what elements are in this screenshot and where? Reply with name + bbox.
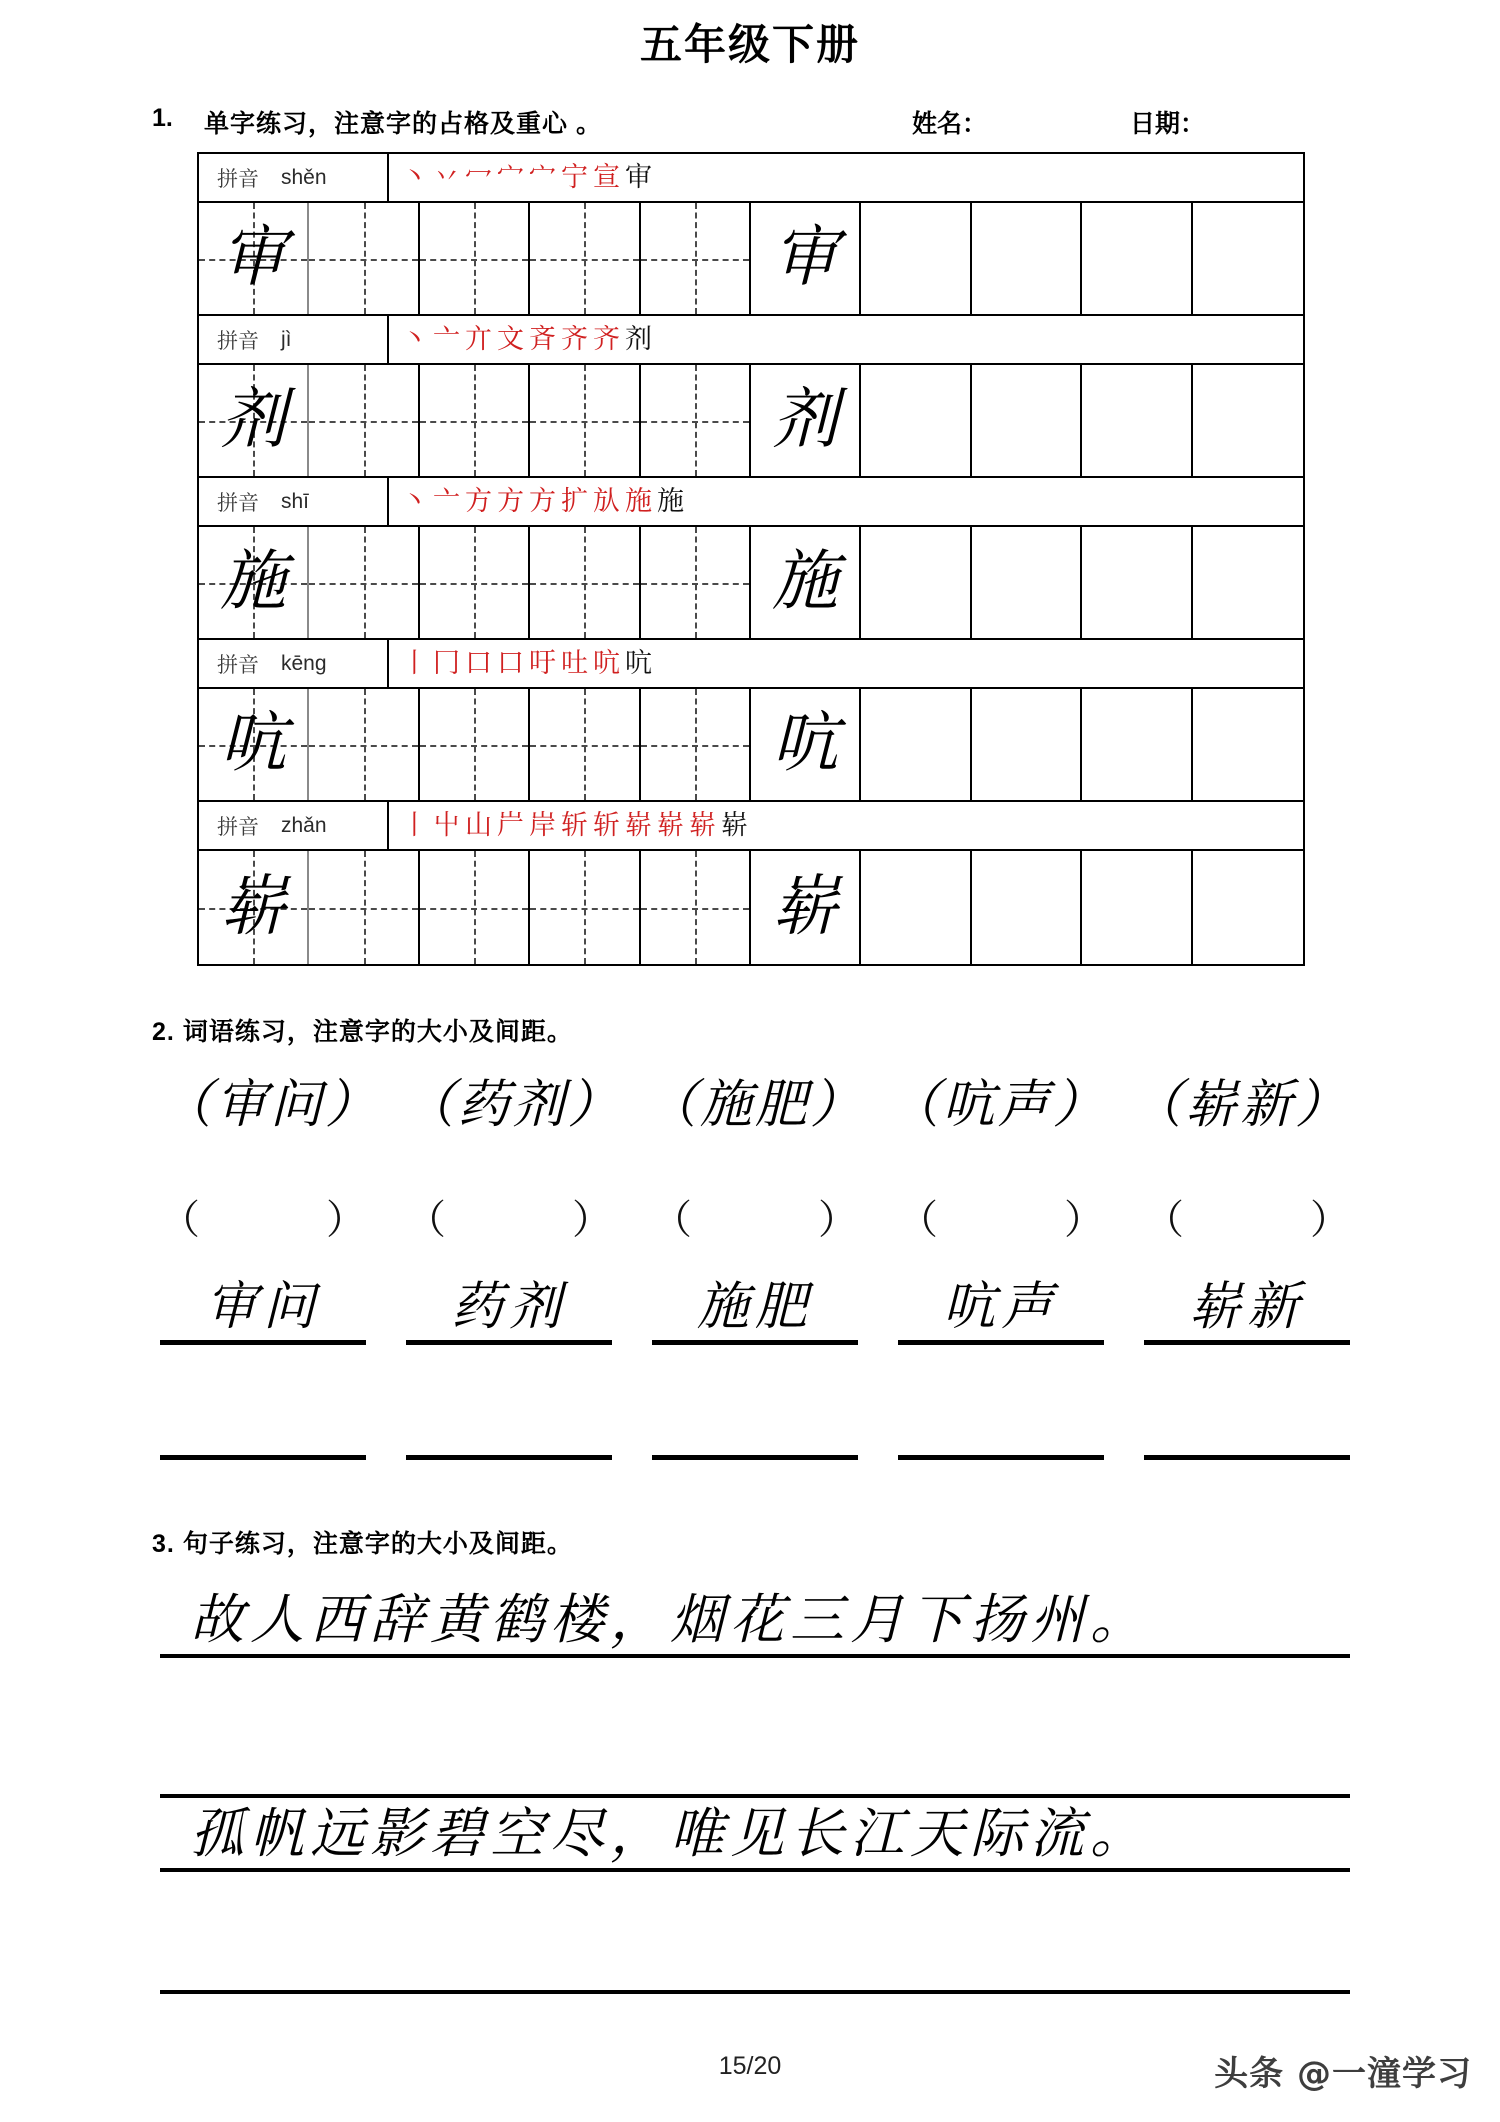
stroke-step: 丶 [401, 324, 428, 355]
pinyin-value: shěn [281, 165, 327, 189]
section-3-instruction: 句子练习，注意字的大小及间距。 [182, 1530, 573, 1558]
stroke-step: 丨 [401, 810, 428, 841]
writing-cell[interactable] [972, 689, 1082, 800]
stroke-step: 口 [497, 648, 524, 679]
word-with-parens: （审问） [160, 1075, 381, 1135]
writing-cell[interactable] [530, 851, 640, 964]
sentence-line-2 [160, 1800, 1350, 1872]
stroke-step: 吁 [529, 648, 556, 679]
stroke-step: 齐 [593, 324, 620, 355]
paren-open: （ [898, 1197, 938, 1243]
writing-cell[interactable] [751, 527, 861, 638]
writing-cell[interactable] [861, 365, 971, 476]
pinyin-cell [199, 154, 389, 201]
word-practice-rule[interactable] [898, 1455, 1104, 1460]
pinyin-cell [199, 640, 389, 687]
paren-open: （ [160, 1197, 200, 1243]
stroke-step: 屮 [433, 810, 460, 841]
model-character: 崭 [220, 867, 287, 945]
writing-cell-row [199, 365, 1303, 478]
writing-cell[interactable] [1193, 851, 1303, 964]
empty-paren-slot[interactable] [160, 1188, 366, 1245]
stroke-step: 冂 [433, 648, 460, 679]
stroke-step: 斉 [529, 324, 556, 355]
writing-cell[interactable] [641, 203, 751, 314]
writing-cell[interactable] [1193, 527, 1303, 638]
writing-cell-row [199, 203, 1303, 316]
writing-cell[interactable] [420, 365, 530, 476]
pinyin-label: 拼音 [217, 653, 259, 677]
stroke-order-sequence [389, 478, 1303, 525]
writing-cell[interactable] [1082, 365, 1192, 476]
word-practice-blank-lines [160, 1455, 1350, 1460]
pinyin-cell [199, 802, 389, 849]
stroke-step: 宣 [593, 162, 620, 193]
paren-close: ） [1064, 1197, 1104, 1243]
writing-cell[interactable] [309, 527, 419, 638]
paren-open: （ [652, 1197, 692, 1243]
page-title: 五年级下册 [639, 20, 860, 69]
writing-cell[interactable] [199, 527, 309, 638]
stroke-step: 亠 [433, 486, 460, 517]
pinyin-label: 拼音 [217, 329, 259, 353]
stroke-step: 宀 [497, 162, 524, 193]
writing-cell[interactable] [861, 689, 971, 800]
section-2-header [152, 1012, 573, 1048]
stroke-order-sequence [389, 640, 1303, 687]
writing-cell[interactable] [530, 527, 640, 638]
section-2-instruction: 词语练习，注意字的大小及间距。 [182, 1018, 573, 1046]
stroke-step: 丶 [401, 486, 428, 517]
writing-cell-row [199, 689, 1303, 802]
writing-cell[interactable] [530, 365, 640, 476]
underlined-word [160, 1278, 366, 1345]
empty-paren-slot[interactable] [1144, 1188, 1350, 1245]
writing-cell[interactable] [1082, 851, 1192, 964]
pinyin-value: shī [281, 489, 310, 513]
sentence-blank-rule-1 [160, 1794, 1350, 1798]
writing-cell[interactable] [972, 203, 1082, 314]
section-2-number: 2. [152, 1018, 175, 1046]
stroke-step: 崭 [689, 810, 716, 841]
sentence-rule [160, 1868, 1350, 1872]
word-practice-rule[interactable] [1144, 1455, 1350, 1460]
section-1-instruction: 单字练习，注意字的占格及重心 。 [204, 110, 602, 138]
writing-cell[interactable] [309, 203, 419, 314]
underlined-word [406, 1278, 612, 1345]
stroke-step: 施 [625, 486, 652, 517]
stroke-order-sequence [389, 154, 1303, 201]
pinyin-label: 拼音 [217, 167, 259, 191]
model-character: 吭 [220, 704, 287, 782]
pinyin-label: 拼音 [217, 491, 259, 515]
writing-cell[interactable] [861, 203, 971, 314]
stroke-step: 方 [465, 486, 492, 517]
stroke-step: 岸 [529, 810, 556, 841]
word-rule [898, 1340, 1104, 1345]
pinyin-stroke-band [199, 640, 1303, 689]
writing-cell[interactable] [1082, 527, 1192, 638]
writing-cell[interactable] [420, 527, 530, 638]
stroke-step: 崭 [721, 810, 748, 841]
practice-row [199, 802, 1303, 964]
pinyin-stroke-band [199, 802, 1303, 851]
stroke-step: 崭 [625, 810, 652, 841]
section-1-number: 1. [152, 104, 173, 132]
stroke-step: 宁 [561, 162, 588, 193]
word-with-parens: （吭声） [887, 1075, 1108, 1135]
stroke-step: 丶 [401, 162, 428, 193]
stroke-step: 方 [497, 486, 524, 517]
stroke-step: 屵 [497, 810, 524, 841]
writing-cell[interactable] [641, 689, 751, 800]
model-character: 审 [220, 218, 287, 296]
model-character: 崭 [772, 867, 839, 945]
word-practice-rule[interactable] [160, 1455, 366, 1460]
stroke-step: 崭 [657, 810, 684, 841]
stroke-order-sequence [389, 802, 1303, 849]
writing-cell[interactable] [972, 365, 1082, 476]
writing-cell[interactable] [530, 203, 640, 314]
writing-cell[interactable] [199, 689, 309, 800]
stroke-step: 斩 [561, 810, 588, 841]
paren-close: ） [818, 1197, 858, 1243]
name-field-label: 姓名： [912, 110, 988, 138]
pinyin-value: jì [281, 327, 292, 351]
writing-cell-row [199, 527, 1303, 640]
word-row-with-parens [160, 1062, 1350, 1137]
writing-cell[interactable] [1082, 203, 1192, 314]
character-practice-table [197, 152, 1305, 966]
word-rule [1144, 1340, 1350, 1345]
stroke-step: 扩 [561, 486, 588, 517]
underlined-word [898, 1278, 1104, 1345]
stroke-step: 丨 [401, 648, 428, 679]
sentence-blank-rule-2 [160, 1990, 1350, 1994]
stroke-step: 吐 [561, 648, 588, 679]
underlined-word-text: 药剂 [450, 1277, 567, 1337]
writing-cell[interactable] [861, 527, 971, 638]
writing-cell[interactable] [972, 851, 1082, 964]
model-character: 施 [772, 542, 839, 620]
model-character: 剂 [772, 380, 839, 458]
empty-paren-slot[interactable] [652, 1188, 858, 1245]
stroke-step: 审 [625, 162, 652, 193]
stroke-step: 冖 [465, 162, 492, 193]
practice-row [199, 478, 1303, 640]
writing-cell[interactable] [309, 851, 419, 964]
word-practice-rule[interactable] [652, 1455, 858, 1460]
stroke-step: 斩 [593, 810, 620, 841]
word-rule [652, 1340, 858, 1345]
stroke-step: 吭 [625, 648, 652, 679]
stroke-step: 吭 [593, 648, 620, 679]
underlined-word-text: 崭新 [1188, 1277, 1305, 1337]
writing-cell[interactable] [199, 203, 309, 314]
practice-row [199, 316, 1303, 478]
paren-close: ） [326, 1197, 366, 1243]
underlined-word [652, 1278, 858, 1345]
pinyin-value: kēng [281, 651, 327, 675]
writing-cell[interactable] [641, 527, 751, 638]
writing-cell[interactable] [972, 527, 1082, 638]
word-rule [406, 1340, 612, 1345]
sentence-line-1 [160, 1586, 1350, 1658]
section-3-header [152, 1524, 573, 1560]
sentence-text: 故人西辞黄鹤楼，烟花三月下扬州。 [190, 1588, 1150, 1651]
writing-cell[interactable] [309, 689, 419, 800]
writing-cell[interactable] [420, 689, 530, 800]
stroke-step: 齐 [561, 324, 588, 355]
word-with-parens: （施肥） [644, 1075, 865, 1135]
writing-cell[interactable] [1193, 365, 1303, 476]
writing-cell[interactable] [751, 689, 861, 800]
writing-cell[interactable] [1082, 689, 1192, 800]
model-character: 审 [772, 218, 839, 296]
writing-cell[interactable] [751, 851, 861, 964]
word-rule [160, 1340, 366, 1345]
stroke-step: 山 [465, 810, 492, 841]
date-field-label: 日期： [1130, 110, 1206, 138]
word-with-parens: （药剂） [402, 1075, 623, 1135]
paren-close: ） [572, 1197, 612, 1243]
practice-row [199, 154, 1303, 316]
writing-cell[interactable] [530, 689, 640, 800]
page-number: 15/20 [718, 2052, 782, 2080]
practice-row [199, 640, 1303, 802]
paren-open: （ [1144, 1197, 1184, 1243]
writing-cell[interactable] [1193, 689, 1303, 800]
model-character: 施 [220, 542, 287, 620]
model-character: 剂 [220, 380, 287, 458]
writing-cell[interactable] [199, 365, 309, 476]
writing-cell[interactable] [751, 203, 861, 314]
word-with-parens: （崭新） [1129, 1075, 1350, 1135]
empty-paren-slot[interactable] [898, 1188, 1104, 1245]
stroke-step: 方 [529, 486, 556, 517]
stroke-step: 丷 [433, 162, 460, 193]
writing-cell[interactable] [420, 851, 530, 964]
pinyin-cell [199, 478, 389, 525]
sentence-text: 孤帆远影碧空尽，唯见长江天际流。 [190, 1802, 1150, 1865]
model-character: 吭 [772, 704, 839, 782]
word-row-empty-parens [160, 1188, 1350, 1245]
pinyin-label: 拼音 [217, 815, 259, 839]
writing-cell[interactable] [1193, 203, 1303, 314]
writing-cell[interactable] [199, 851, 309, 964]
stroke-step: 㫃 [593, 486, 620, 517]
stroke-step: 文 [497, 324, 524, 355]
stroke-step: 宀 [529, 162, 556, 193]
writing-cell[interactable] [420, 203, 530, 314]
section-1-header [152, 104, 1332, 138]
pinyin-stroke-band [199, 154, 1303, 203]
stroke-step: 口 [465, 648, 492, 679]
underlined-word-text: 吭声 [942, 1277, 1059, 1337]
empty-paren-slot[interactable] [406, 1188, 612, 1245]
paren-close: ） [1310, 1197, 1350, 1243]
writing-cell[interactable] [309, 365, 419, 476]
stroke-step: 剂 [625, 324, 652, 355]
writing-cell[interactable] [641, 365, 751, 476]
sentence-rule [160, 1654, 1350, 1658]
stroke-step: 亠 [433, 324, 460, 355]
pinyin-stroke-band [199, 478, 1303, 527]
underlined-word-text: 审问 [204, 1277, 321, 1337]
stroke-order-sequence [389, 316, 1303, 363]
paren-open: （ [406, 1197, 446, 1243]
writing-cell[interactable] [751, 365, 861, 476]
watermark: 头条 @一潼学习 [1214, 2054, 1472, 2094]
pinyin-cell [199, 316, 389, 363]
writing-cell-row [199, 851, 1303, 964]
pinyin-value: zhǎn [281, 813, 327, 837]
stroke-step: 施 [657, 486, 684, 517]
word-practice-rule[interactable] [406, 1455, 612, 1460]
writing-cell[interactable] [641, 851, 751, 964]
section-3-number: 3. [152, 1530, 175, 1558]
underlined-word-text: 施肥 [696, 1277, 813, 1337]
underlined-word [1144, 1278, 1350, 1345]
pinyin-stroke-band [199, 316, 1303, 365]
writing-cell[interactable] [861, 851, 971, 964]
word-row-underlined [160, 1278, 1350, 1345]
stroke-step: 亣 [465, 324, 492, 355]
